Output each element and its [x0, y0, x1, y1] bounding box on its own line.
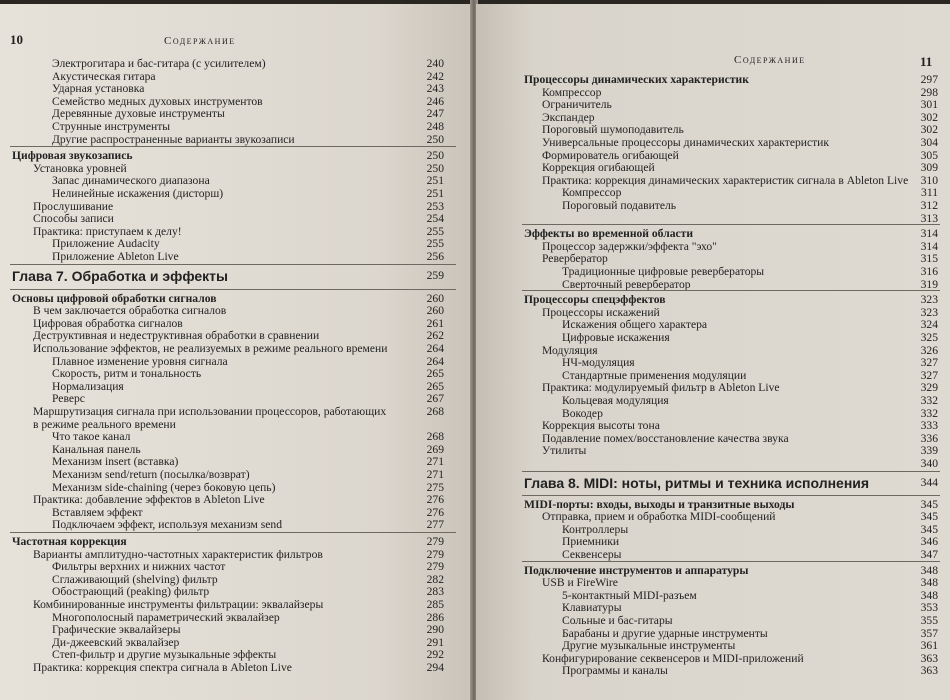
toc-entry-page: 275 [426, 480, 444, 494]
toc-entry-page: 269 [426, 442, 444, 456]
toc-entry-title: Экспандер [542, 110, 595, 124]
toc-entry-title: Плавное изменение уровня сигнала [52, 354, 228, 368]
toc-entry-page: 243 [426, 82, 444, 96]
toc-entry-title: Пороговый подавитель [562, 199, 677, 212]
toc-entry-title: Конфигурирование секвенсеров и MIDI-приложений [542, 651, 804, 665]
toc-entry-page: 265 [426, 379, 444, 393]
toc-entry-title: Вокодер [562, 406, 603, 420]
toc-entry-page: 325 [920, 331, 938, 344]
toc-entry-page: 327 [920, 368, 938, 382]
toc-entry-page: 259 [426, 268, 444, 282]
toc-entry-page: 251 [426, 174, 444, 188]
table-of-contents [0, 4, 472, 700]
toc-entry-page: 353 [920, 601, 938, 615]
toc-entry-title: Формирователь огибающей [542, 148, 679, 162]
toc-entry-page: 324 [920, 318, 938, 332]
toc-entry-page: 248 [426, 120, 444, 133]
toc-entry-page: 255 [426, 224, 444, 238]
toc-entry-page: 261 [426, 316, 444, 330]
toc-entry-page: 332 [920, 406, 938, 420]
toc-entry-page: 302 [920, 110, 938, 124]
toc-entry-page: 346 [920, 535, 938, 549]
toc-entry-title: Сверточный ревербератор [562, 277, 691, 291]
toc-entry-page: 298 [920, 85, 938, 99]
toc-entry-title: Глава 8. MIDI: ноты, ритмы и техника исполнения [524, 474, 870, 491]
toc-entry-page: 309 [920, 161, 938, 175]
toc-entry-page: 277 [426, 518, 444, 532]
toc-entry-title: Способы записи [33, 212, 114, 226]
toc-entry-title: Процессоры динамических характеристик [524, 73, 749, 86]
toc-entry-page: 302 [920, 123, 938, 137]
toc-entry-page: 361 [920, 639, 938, 653]
toc-entry-title: Установка уровней [33, 161, 127, 175]
toc-entry-page: 256 [426, 250, 444, 263]
toc-entry-page: 348 [920, 588, 938, 602]
section-rule [522, 290, 940, 291]
toc-entry-page: 271 [426, 455, 444, 469]
toc-entry-page: 292 [426, 648, 444, 662]
toc-entry-page: 286 [426, 610, 444, 624]
toc-entry-page: 267 [426, 392, 444, 406]
running-head: Содержание [164, 35, 236, 47]
section-rule [10, 289, 456, 290]
toc-entry-page: 285 [426, 598, 444, 611]
toc-entry-page: 271 [426, 468, 444, 481]
toc-entry-title: Отправка, прием и обработка MIDI-сообщений [542, 510, 776, 524]
toc-entry-title: Использование эффектов, не реализуемых в режиме реального времени [33, 342, 388, 355]
toc-entry-title: Приложение Audacity [52, 237, 160, 251]
toc-entry-title: Многополосный параметрический эквалайзер [52, 610, 280, 624]
toc-entry-page: 268 [426, 430, 444, 444]
toc-entry-title: Другие музыкальные инструменты [562, 639, 736, 653]
toc-entry-title: Механизм send/return (посылка/возврат) [52, 468, 250, 481]
toc-entry-title: Электрогитара и бас-гитара (с усилителем) [52, 57, 266, 70]
toc-entry-title: Скорость, ритм и тональность [52, 367, 202, 381]
toc-entry-page: 357 [920, 626, 938, 640]
toc-entry-page: 260 [426, 304, 444, 318]
toc-entry-title: Семейство медных духовых инструментов [52, 94, 263, 108]
toc-entry-title: В чем заключается обработка сигналов [33, 304, 227, 318]
section-rule [522, 471, 940, 472]
toc-entry-title: Клавиатуры [562, 601, 622, 615]
toc-entry-title: Компрессор [562, 186, 622, 200]
toc-entry-title: Ди-джеевский эквалайзер [52, 635, 180, 649]
section-rule [10, 532, 456, 533]
toc-chapter[interactable] [476, 474, 950, 492]
toc-entry-title: Акустическая гитара [52, 69, 156, 83]
toc-entry-title: Процессоры искажений [542, 305, 660, 319]
toc-entry-page: 260 [426, 291, 444, 305]
toc-entry[interactable] [476, 664, 950, 678]
toc-entry-title: Стандартные применения модуляции [562, 368, 747, 382]
toc-entry-title: Цифровая обработка сигналов [33, 316, 183, 330]
toc-entry-title: Механизм insert (вставка) [52, 455, 179, 469]
toc-entry-page: 279 [426, 547, 444, 561]
toc-entry-page: 314 [920, 227, 938, 241]
toc-entry-page: 345 [920, 497, 938, 511]
toc-entry-page: 290 [426, 623, 444, 637]
toc-entry-page: 355 [920, 614, 938, 627]
toc-entry-page: 279 [426, 535, 444, 548]
toc-entry-title: Процессор задержки/эффекта "эхо" [542, 239, 717, 253]
toc-entry-title: Приложение Ableton Live [52, 250, 179, 263]
toc-entry-page: 250 [426, 161, 444, 175]
section-rule [10, 146, 456, 147]
toc-entry-title: Модуляция [542, 343, 598, 357]
toc-entry-page: 363 [920, 651, 938, 665]
toc-entry-page: 253 [426, 199, 444, 213]
toc-entry-page: 319 [920, 277, 938, 291]
toc-entry-title: Барабаны и другие ударные инструменты [562, 626, 768, 640]
toc-entry-page: 333 [920, 419, 938, 433]
toc-entry[interactable] [0, 661, 472, 675]
toc-entry-page: 264 [426, 354, 444, 368]
toc-entry-page: 242 [426, 69, 444, 83]
toc-entry-page: 250 [426, 149, 444, 163]
toc-entry-page: 314 [920, 239, 938, 253]
toc-entry-title: Подавление помех/восстановление качества звука [542, 431, 789, 445]
toc-entry-title: Струнные инструменты [52, 120, 171, 133]
toc-entry-title: Нелинейные искажения (дисторш) [52, 187, 224, 200]
toc-entry-title: Обострающий (peaking) фильтр [52, 585, 210, 599]
toc-entry-title: Компрессор [542, 85, 602, 99]
toc-entry-title: Степ-фильтр и другие музыкальные эффекты [52, 648, 277, 662]
toc-entry-page: 339 [920, 444, 938, 458]
table-of-contents [476, 4, 950, 700]
toc-entry-title: Ограничитель [542, 98, 612, 112]
toc-entry-title: Коррекция высоты тона [542, 419, 660, 433]
toc-entry-page: 255 [426, 237, 444, 251]
toc-entry-title: USB и FireWire [542, 576, 618, 590]
toc-entry-page: 254 [426, 212, 444, 226]
section-rule [522, 495, 940, 496]
toc-entry-page: 276 [426, 505, 444, 519]
toc-entry-page: 246 [426, 94, 444, 108]
toc-entry-page: 304 [920, 136, 938, 149]
toc-entry-title: Нормализация [52, 379, 124, 393]
toc-entry-title: Прослушивание [33, 199, 114, 213]
toc-entry-title: Практика: коррекция динамических характеристик сигнала в Ableton Live [542, 173, 909, 187]
toc-entry-title: Механизм side-chaining (через боковую цепь) [52, 480, 276, 494]
toc-entry-page: 363 [920, 664, 938, 678]
toc-entry-title: Сольные и бас-гитары [562, 614, 673, 627]
toc-entry-page: 311 [921, 186, 938, 200]
toc-entry-title: Подключение инструментов и аппаратуры [524, 563, 749, 577]
toc-entry-title: Запас динамического диапазона [52, 174, 210, 188]
toc-entry-page: 323 [920, 305, 938, 319]
toc-entry-page: 340 [920, 457, 938, 470]
toc-entry-title: Глава 7. Обработка и эффекты [12, 267, 228, 284]
toc-entry-title: Приемники [562, 535, 620, 549]
toc-entry-page: 301 [920, 98, 938, 112]
toc-entry-title: Секвенсеры [562, 548, 622, 561]
toc-entry-title: Практика: добавление эффектов в Ableton Live [33, 493, 265, 507]
toc-entry-title: Деревянные духовые инструменты [52, 107, 225, 121]
toc-entry[interactable] [0, 250, 472, 264]
toc-entry-page: 348 [920, 576, 938, 590]
toc-entry-title: Контроллеры [562, 522, 629, 536]
toc-entry[interactable] [0, 133, 472, 147]
toc-entry-page: 279 [426, 560, 444, 574]
toc-entry-page: 250 [426, 132, 444, 146]
toc-entry-title: Утилиты [542, 444, 587, 458]
toc-entry-page: 345 [920, 522, 938, 536]
section-rule [10, 264, 456, 265]
toc-chapter[interactable] [0, 267, 472, 285]
toc-entry-page: 344 [920, 475, 938, 489]
toc-entry-page: 332 [920, 394, 938, 407]
toc-entry-title: Деструктивная и недеструктивная обработки в сравнении [33, 329, 320, 343]
toc-entry-title: Программы и каналы [562, 664, 668, 678]
toc-entry-title: Подключаем эффект, используя механизм send [52, 518, 282, 532]
toc-entry-title: Фильтры верхних и нижних частот [52, 560, 226, 574]
toc-entry-page: 262 [426, 329, 444, 343]
toc-entry-title: Кольцевая модуляция [562, 394, 669, 407]
right-page [476, 4, 950, 700]
toc-entry-page: 291 [426, 635, 444, 649]
toc-entry-title: Что такое канал [52, 430, 131, 444]
toc-entry-title: Процессоры спецэффектов [524, 293, 666, 307]
toc-entry-page: 283 [426, 585, 444, 599]
toc-entry-page: 313 [920, 211, 938, 225]
toc-entry-title: Реверс [52, 392, 85, 406]
toc-entry-title: Цифровые искажения [562, 331, 670, 344]
toc-entry-page: 240 [426, 57, 444, 70]
toc-entry-page: 305 [920, 148, 938, 162]
toc-entry-page: 326 [920, 343, 938, 357]
toc-entry-title: Сглаживающий (shelving) фильтр [52, 572, 218, 586]
toc-entry-page: 294 [426, 661, 444, 674]
toc-entry-page: 310 [920, 173, 938, 187]
toc-entry-page: 297 [920, 73, 938, 86]
toc-entry-title: Основы цифровой обработки сигналов [12, 291, 217, 305]
toc-entry-page: 327 [920, 356, 938, 370]
page-number: 10 [10, 32, 23, 47]
toc-entry-page: 265 [426, 367, 444, 381]
toc-entry-page: 347 [920, 548, 938, 561]
toc-entry-title: Искажения общего характера [562, 318, 708, 332]
toc-entry-page: 345 [920, 510, 938, 524]
toc-entry-title: Практика: модулируемый фильтр в Ableton Live [542, 381, 780, 395]
toc-entry-page: 348 [920, 563, 938, 577]
toc-entry-title: в режиме реального времени [33, 417, 176, 431]
section-rule [522, 561, 940, 562]
toc-entry-title: Коррекция огибающей [542, 161, 655, 175]
toc-entry-page: 264 [426, 342, 444, 355]
toc-entry-title: Универсальные процессоры динамических характеристик [542, 136, 830, 149]
toc-entry-title: Ревербератор [542, 252, 608, 266]
toc-entry-title: MIDI-порты: входы, выходы и транзитные выходы [524, 497, 795, 511]
section-rule [522, 224, 940, 225]
toc-entry-page: 336 [920, 431, 938, 445]
toc-entry-title: Практика: приступаем к делу! [33, 224, 182, 238]
toc-entry-title: НЧ-модуляция [562, 356, 635, 370]
running-head: Содержание [734, 54, 806, 66]
toc-entry-title: Вставляем эффект [52, 505, 143, 519]
toc-entry-title: Варианты амплитудно-частотных характеристик фильтров [33, 547, 323, 561]
toc-entry-title: Цифровая звукозапись [12, 149, 133, 163]
toc-entry-page: 251 [426, 187, 444, 200]
toc-entry-page: 282 [426, 572, 444, 586]
toc-entry-page: 276 [426, 493, 444, 507]
toc-entry-page: 247 [426, 107, 444, 121]
toc-entry-title: Маршрутизация сигнала при использовании процессоров, работающих [33, 405, 387, 418]
toc-entry-title: Частотная коррекция [12, 535, 127, 548]
toc-entry-title: Традиционные цифровые ревербераторы [562, 265, 765, 278]
toc-entry-title: Другие распространенные варианты звукозаписи [52, 132, 295, 146]
left-page [0, 4, 472, 700]
page-number: 11 [920, 54, 933, 69]
toc-entry-title: 5-контактный MIDI-разъем [562, 588, 697, 602]
toc-entry-title: Ударная установка [52, 82, 145, 96]
toc-entry[interactable] [0, 518, 472, 532]
toc-entry-page: 323 [920, 293, 938, 307]
toc-entry-title: Практика: коррекция спектра сигнала в Ableton Live [33, 661, 292, 674]
toc-entry-page: 312 [920, 199, 938, 212]
toc-entry-title: Эффекты во временной области [524, 227, 694, 241]
toc-entry-page: 268 [426, 405, 444, 418]
toc-entry[interactable] [476, 457, 950, 471]
toc-entry-title: Комбинированные инструменты фильтрации: эквалайзеры [33, 598, 324, 611]
toc-entry-title: Канальная панель [52, 442, 141, 456]
toc-entry-page: 329 [920, 381, 938, 395]
toc-entry-title: Пороговый шумоподавитель [542, 123, 684, 137]
toc-entry-page: 315 [920, 252, 938, 266]
toc-entry-title: Графические эквалайзеры [52, 623, 181, 637]
toc-entry-page: 316 [920, 265, 938, 278]
